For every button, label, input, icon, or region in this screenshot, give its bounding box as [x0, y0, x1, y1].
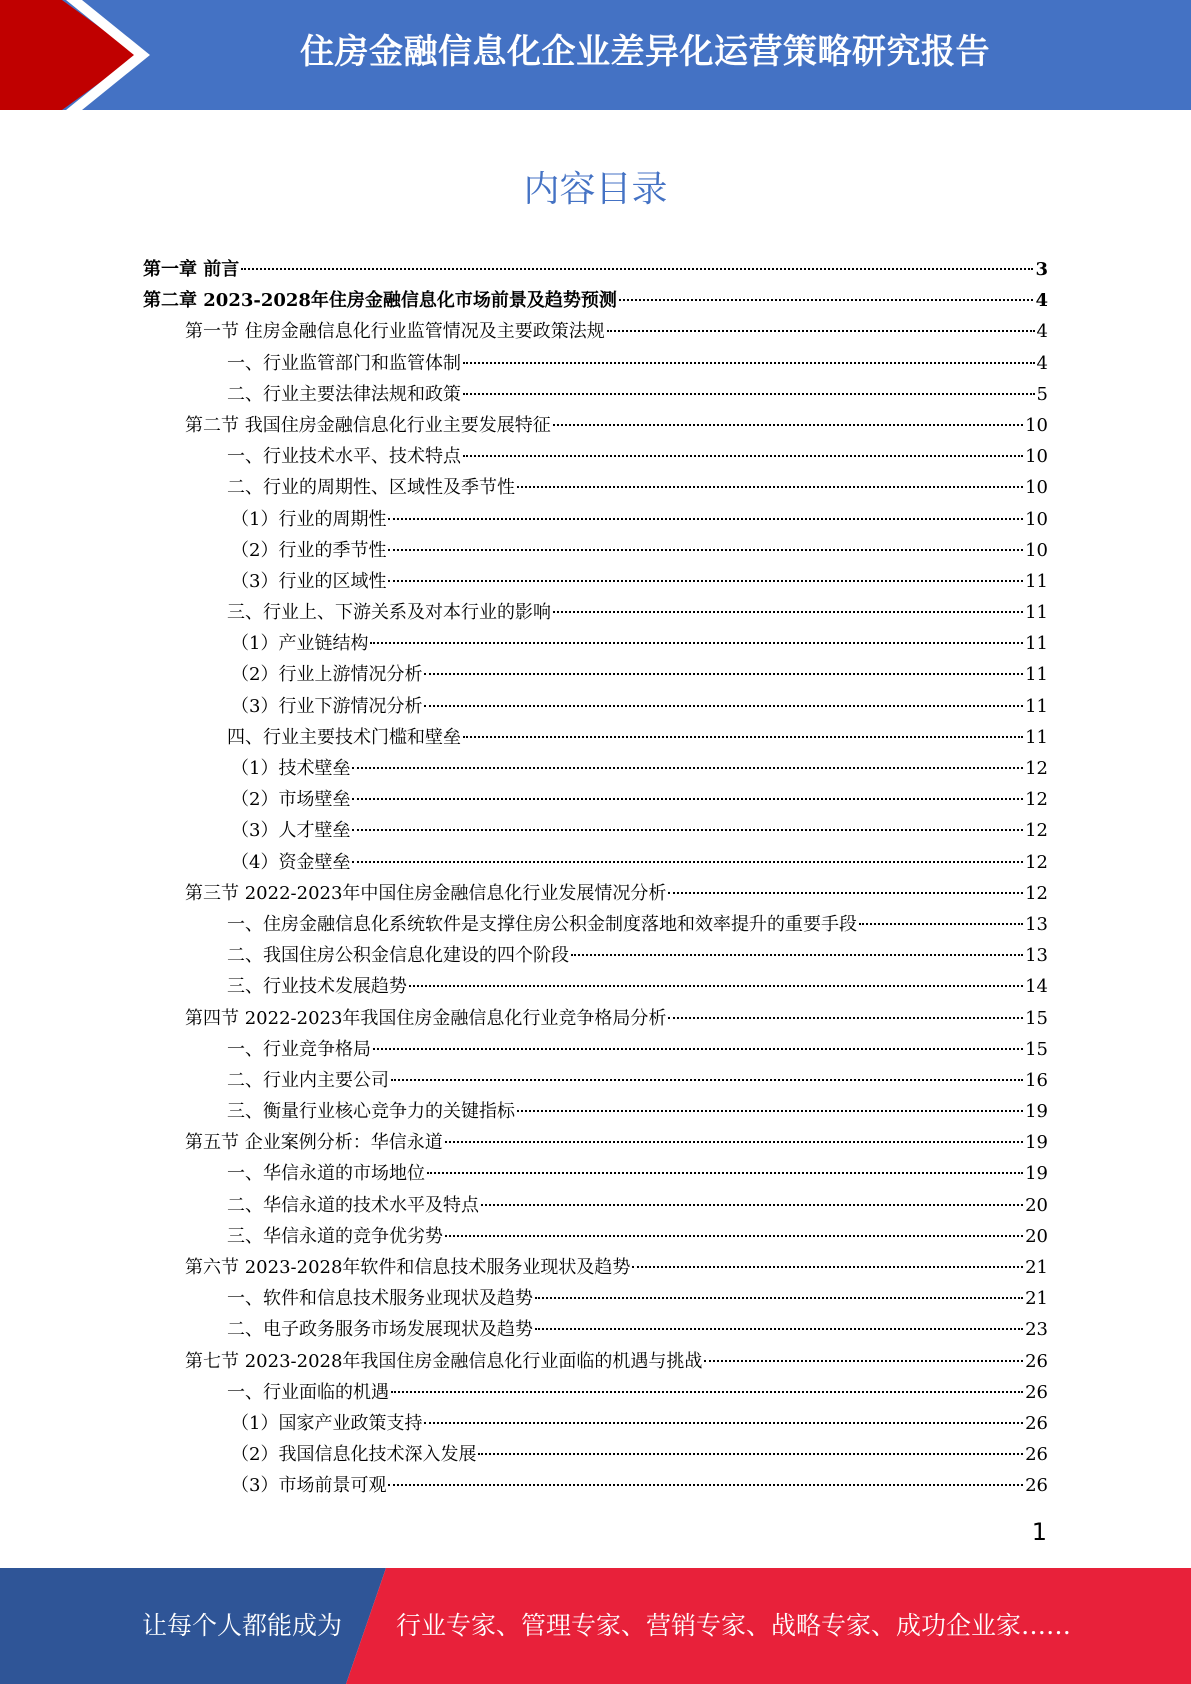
- toc-entry[interactable]: [143, 1470, 1048, 1501]
- toc-entry-page: 10: [1025, 446, 1048, 468]
- toc-entry-page: 12: [1025, 789, 1048, 811]
- toc-entry-page: 3: [1035, 259, 1048, 280]
- toc-entry-page: 11: [1025, 633, 1048, 655]
- toc-entry-title: 一、行业技术水平、技术特点: [227, 446, 461, 468]
- toc-entry-page: 19: [1025, 1163, 1048, 1185]
- toc-entry[interactable]: [143, 628, 1048, 659]
- dot-leader: [553, 424, 1023, 426]
- toc-entry-page: 10: [1025, 414, 1048, 436]
- dot-leader: [478, 1453, 1023, 1455]
- toc-entry[interactable]: [143, 722, 1048, 753]
- toc-entry-page: 26: [1025, 1444, 1048, 1466]
- dot-leader: [409, 985, 1023, 987]
- toc-entry-title: 二、行业内主要公司: [227, 1069, 389, 1091]
- toc-entry-title: 三、行业上、下游关系及对本行业的影响: [227, 602, 551, 624]
- dot-leader: [352, 798, 1023, 800]
- toc-entry[interactable]: [143, 597, 1048, 628]
- toc-entry[interactable]: [143, 254, 1048, 285]
- arrow-chevron-icon: [0, 0, 160, 110]
- toc-entry[interactable]: [143, 940, 1048, 971]
- dot-leader: [619, 299, 1034, 301]
- toc-entry-title: （3）行业下游情况分析: [231, 695, 423, 717]
- toc-entry-page: 19: [1025, 1101, 1048, 1123]
- toc-entry-page: 20: [1025, 1225, 1048, 1247]
- toc-entry-page: 4: [1036, 321, 1048, 343]
- table-of-contents: [143, 254, 1048, 1502]
- toc-entry-title: 三、衡量行业核心竞争力的关键指标: [227, 1101, 515, 1123]
- toc-entry-page: 15: [1025, 1007, 1048, 1029]
- toc-entry-title: （2）行业上游情况分析: [231, 664, 423, 686]
- dot-leader: [481, 1204, 1023, 1206]
- toc-entry-title: （2）我国信息化技术深入发展: [231, 1444, 477, 1466]
- toc-entry-title: 二、我国住房公积金信息化建设的四个阶段: [227, 945, 569, 967]
- dot-leader: [445, 1235, 1023, 1237]
- dot-leader: [373, 1048, 1023, 1050]
- toc-entry-page: 19: [1025, 1132, 1048, 1154]
- toc-entry[interactable]: [143, 1034, 1048, 1065]
- toc-entry[interactable]: [143, 784, 1048, 815]
- toc-entry-title: 二、行业的周期性、区域性及季节性: [227, 477, 515, 499]
- toc-entry-page: 11: [1025, 664, 1048, 686]
- toc-entry-title: 第一章 前言: [143, 259, 240, 280]
- dot-leader: [391, 1391, 1023, 1393]
- toc-entry-page: 20: [1025, 1194, 1048, 1216]
- dot-leader: [388, 518, 1023, 520]
- toc-entry-page: 12: [1025, 758, 1048, 779]
- toc-entry[interactable]: [143, 1096, 1048, 1127]
- toc-entry-title: 一、住房金融信息化系统软件是支撑住房公积金制度落地和效率提升的重要手段: [227, 913, 857, 935]
- dot-leader: [388, 580, 1023, 582]
- toc-entry-page: 26: [1025, 1475, 1048, 1497]
- dot-leader: [391, 1079, 1023, 1081]
- page-number: 1: [1031, 1518, 1047, 1546]
- toc-entry[interactable]: [143, 1158, 1048, 1189]
- toc-entry-page: 21: [1025, 1288, 1048, 1310]
- toc-entry[interactable]: [143, 878, 1048, 909]
- toc-entry[interactable]: [143, 1283, 1048, 1314]
- toc-entry[interactable]: [143, 1003, 1048, 1034]
- toc-entry-title: （3）行业的区域性: [231, 570, 387, 592]
- toc-entry-page: 5: [1036, 383, 1048, 405]
- dot-leader: [352, 767, 1023, 769]
- toc-entry-title: 第一节 住房金融信息化行业监管情况及主要政策法规: [185, 321, 605, 343]
- dot-leader: [424, 673, 1023, 675]
- toc-entry-page: 13: [1025, 913, 1048, 935]
- toc-entry[interactable]: [143, 316, 1048, 347]
- toc-entry[interactable]: [143, 1190, 1048, 1221]
- toc-entry-title: 二、行业主要法律法规和政策: [227, 383, 461, 405]
- report-header-banner: [0, 0, 1191, 110]
- toc-entry-title: 一、行业面临的机遇: [227, 1381, 389, 1403]
- toc-entry[interactable]: [143, 659, 1048, 690]
- dot-leader: [463, 736, 1023, 738]
- toc-entry-page: 26: [1025, 1381, 1048, 1403]
- dot-leader: [445, 1141, 1023, 1143]
- toc-entry-page: 14: [1025, 976, 1048, 998]
- toc-entry[interactable]: [143, 1314, 1048, 1345]
- dot-leader: [388, 549, 1023, 551]
- toc-entry[interactable]: [143, 566, 1048, 597]
- dot-leader: [571, 954, 1023, 956]
- toc-entry-page: 12: [1025, 820, 1048, 842]
- toc-entry-page: 26: [1025, 1350, 1048, 1372]
- toc-entry-title: 第二节 我国住房金融信息化行业主要发展特征: [185, 414, 551, 436]
- toc-entry-title: （2）市场壁垒: [231, 789, 351, 811]
- toc-entry[interactable]: [143, 285, 1048, 316]
- toc-entry-title: 第七节 2023-2028年我国住房金融信息化行业面临的机遇与挑战: [185, 1350, 703, 1372]
- dot-leader: [704, 1360, 1023, 1362]
- dot-leader: [241, 268, 1033, 270]
- footer-banner: [0, 1568, 1191, 1684]
- dot-leader: [607, 330, 1035, 332]
- dot-leader: [859, 923, 1023, 925]
- toc-entry-title: （2）行业的季节性: [231, 539, 387, 561]
- dot-leader: [517, 486, 1023, 488]
- dot-leader: [352, 829, 1023, 831]
- toc-entry-title: 第六节 2023-2028年软件和信息技术服务业现状及趋势: [185, 1257, 631, 1278]
- toc-entry[interactable]: [143, 691, 1048, 722]
- toc-entry[interactable]: [143, 815, 1048, 846]
- toc-entry[interactable]: [143, 1252, 1048, 1283]
- toc-entry[interactable]: [143, 1408, 1048, 1439]
- toc-entry-title: 一、行业竞争格局: [227, 1038, 371, 1060]
- dot-leader: [424, 705, 1023, 707]
- footer-slogan-left: 让每个人都能成为: [142, 1611, 343, 1640]
- toc-entry-page: 21: [1025, 1257, 1048, 1278]
- dot-leader: [463, 362, 1035, 364]
- dot-leader: [668, 892, 1023, 894]
- toc-entry-title: （1）产业链结构: [231, 633, 369, 655]
- toc-entry-page: 13: [1025, 945, 1048, 967]
- report-title: 住房金融信息化企业差异化运营策略研究报告: [300, 32, 990, 72]
- toc-heading: 内容目录: [523, 169, 668, 210]
- toc-entry[interactable]: [143, 472, 1048, 503]
- dot-leader: [553, 611, 1023, 613]
- toc-entry[interactable]: [143, 1127, 1048, 1158]
- toc-entry-title: （1）国家产业政策支持: [231, 1412, 423, 1434]
- dot-leader: [352, 861, 1023, 863]
- toc-entry-page: 15: [1025, 1038, 1048, 1060]
- toc-entry-page: 11: [1025, 570, 1048, 592]
- toc-entry[interactable]: [143, 847, 1048, 878]
- toc-entry-page: 10: [1025, 477, 1048, 499]
- footer-slogan-right: 行业专家、管理专家、营销专家、战略专家、成功企业家……: [396, 1611, 1072, 1640]
- toc-entry-title: 一、华信永道的市场地位: [227, 1163, 425, 1185]
- toc-entry-title: （4）资金壁垒: [231, 851, 351, 873]
- toc-entry-title: 第五节 企业案例分析：华信永道: [185, 1132, 443, 1154]
- toc-entry-title: （1）技术壁垒: [231, 758, 351, 779]
- toc-entry[interactable]: [143, 410, 1048, 441]
- toc-entry-page: 11: [1025, 726, 1048, 748]
- toc-entry-page: 4: [1035, 290, 1048, 312]
- toc-entry-page: 12: [1025, 851, 1048, 873]
- toc-entry-page: 10: [1025, 539, 1048, 561]
- dot-leader: [424, 1422, 1023, 1424]
- toc-entry[interactable]: [143, 909, 1048, 940]
- toc-entry[interactable]: [143, 535, 1048, 566]
- dot-leader: [517, 1110, 1023, 1112]
- toc-entry-title: 第四节 2022-2023年我国住房金融信息化行业竞争格局分析: [185, 1007, 667, 1029]
- toc-entry[interactable]: [143, 504, 1048, 535]
- toc-entry-title: 二、电子政务服务市场发展现状及趋势: [227, 1319, 533, 1341]
- toc-entry-page: 26: [1025, 1412, 1048, 1434]
- toc-entry[interactable]: [143, 1346, 1048, 1377]
- toc-entry[interactable]: [143, 1065, 1048, 1096]
- dot-leader: [370, 642, 1023, 644]
- dot-leader: [535, 1297, 1023, 1299]
- toc-entry-page: 4: [1036, 352, 1048, 374]
- toc-entry-page: 11: [1025, 602, 1048, 624]
- toc-entry-title: 三、华信永道的竞争优劣势: [227, 1225, 443, 1247]
- toc-entry-title: 一、软件和信息技术服务业现状及趋势: [227, 1288, 533, 1310]
- toc-entry-title: 第三节 2022-2023年中国住房金融信息化行业发展情况分析: [185, 882, 667, 904]
- dot-leader: [463, 393, 1035, 395]
- toc-entry-title: 第二章 2023-2028年住房金融信息化市场前景及趋势预测: [143, 290, 617, 312]
- dot-leader: [535, 1328, 1023, 1330]
- dot-leader: [388, 1484, 1023, 1486]
- toc-entry[interactable]: [143, 348, 1048, 379]
- toc-entry-title: 二、华信永道的技术水平及特点: [227, 1194, 479, 1216]
- dot-leader: [463, 455, 1023, 457]
- toc-entry[interactable]: [143, 1377, 1048, 1408]
- toc-entry-title: 四、行业主要技术门槛和壁垒: [227, 726, 461, 748]
- toc-entry-page: 16: [1025, 1069, 1048, 1091]
- toc-entry-title: （3）人才壁垒: [231, 820, 351, 842]
- toc-entry[interactable]: [143, 753, 1048, 784]
- toc-entry[interactable]: [143, 1221, 1048, 1252]
- toc-entry-title: （1）行业的周期性: [231, 508, 387, 530]
- toc-entry-page: 12: [1025, 882, 1048, 904]
- toc-entry-title: 三、行业技术发展趋势: [227, 976, 407, 998]
- toc-entry[interactable]: [143, 441, 1048, 472]
- toc-entry-title: 一、行业监管部门和监管体制: [227, 352, 461, 374]
- dot-leader: [427, 1172, 1023, 1174]
- toc-entry-title: （3）市场前景可观: [231, 1475, 387, 1497]
- dot-leader: [668, 1017, 1023, 1019]
- toc-entry-page: 10: [1025, 508, 1048, 530]
- toc-entry-page: 11: [1025, 695, 1048, 717]
- toc-entry[interactable]: [143, 1439, 1048, 1470]
- toc-entry[interactable]: [143, 971, 1048, 1002]
- toc-entry[interactable]: [143, 379, 1048, 410]
- dot-leader: [632, 1266, 1023, 1268]
- toc-entry-page: 23: [1025, 1319, 1048, 1341]
